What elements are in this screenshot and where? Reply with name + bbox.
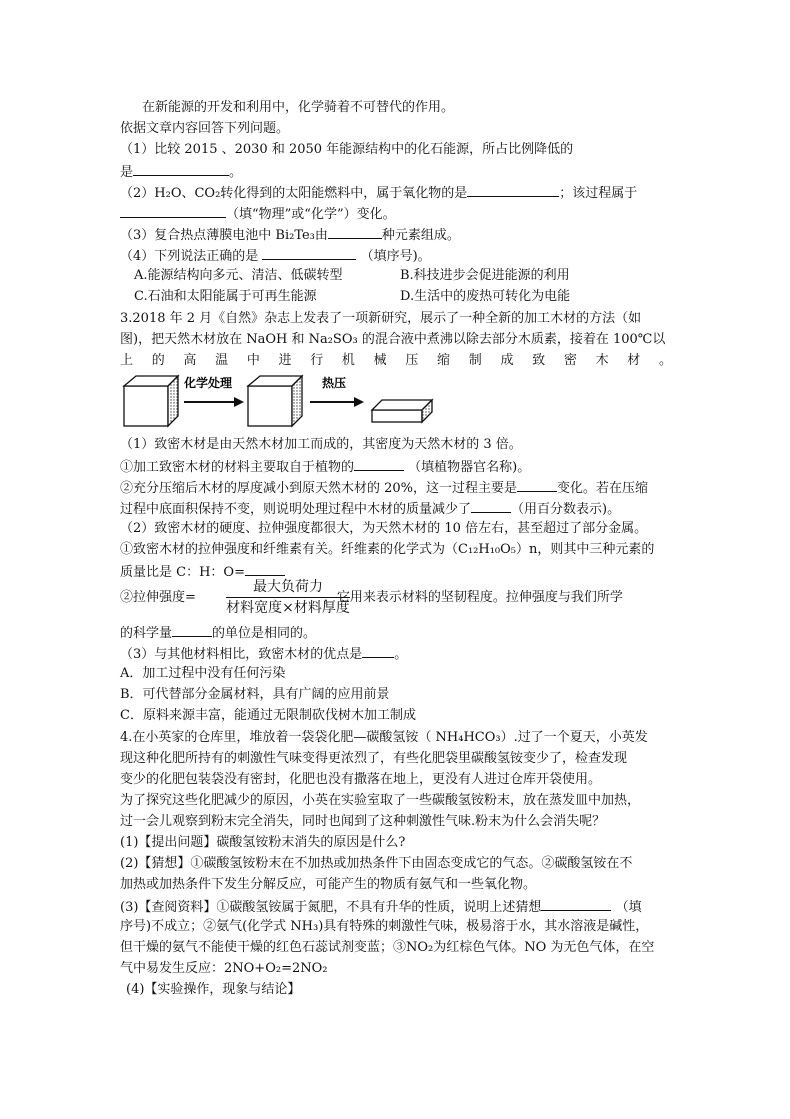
fraction-denominator: 材料宽度×材料厚度 — [226, 600, 350, 616]
q3-3-option-c: C．原料来源丰富，能通过无限制砍伐树木加工制成 — [120, 708, 416, 723]
hot-press-label: 热压 — [322, 376, 347, 390]
option-c: C.石油和太阳能属于可再生能源 — [134, 289, 317, 304]
intro-line: 在新能源的开发和利用中，化学骑着不可替代的作用。 — [142, 100, 455, 115]
dense-wood-slab — [372, 400, 432, 422]
q3-text: （3）复合热点薄膜电池中 Bi₂Te₃由 种元素组成。 — [120, 224, 672, 246]
answer-blank[interactable] — [541, 896, 611, 911]
answer-blank[interactable] — [120, 203, 226, 218]
option-b: B.科技进步会促进能源的利用 — [400, 268, 570, 283]
answer-blank[interactable] — [245, 561, 285, 576]
q3-3-option-a: A．加工过程中没有任何污染 — [120, 666, 286, 681]
q3-2-b-cont: 的科学量 的单位是相同的。 — [120, 622, 672, 644]
q3-2-text: （2）致密木材的硬度、拉伸强度都很大，为天然木材的 10 倍左右，甚至超过了部分金属。 — [120, 521, 648, 536]
q4-intro-5: 过一会儿观察到粉末完全消失，同时也闻到了这种刺激性气味.粉末为什么会消失呢？ — [120, 814, 606, 829]
answer-blank[interactable] — [133, 161, 229, 176]
wood-processing-diagram — [122, 372, 442, 428]
q4-text: （4）下列说法正确的是 （填序号)。 — [120, 245, 672, 267]
q3-2-a-cont: 质量比是 C：H：O= — [120, 561, 672, 583]
fraction-numerator: 最大负荷力 — [226, 578, 350, 598]
q4-intro-1: 4.在小英家的仓库里，堆放着一袋袋化肥—碳酸氢铵（ NH₄HCO₃）.过了一个夏天，小英发 — [120, 730, 648, 745]
q4-intro-3: 变少的化肥包装袋没有密封，化肥也没有撒落在地上，更没有人进过仓库开袋使用。 — [120, 772, 602, 787]
q3-3-option-b: B．可代替部分金属材料，具有广阔的应用前景 — [120, 687, 390, 702]
option-d: D.生活中的废热可转化为电能 — [400, 289, 571, 304]
q4-step-2-cont: 加热或加热条件下发生分解反应，可能产生的物质有氨气和一些氧化物。 — [120, 877, 537, 892]
q3-intro-2: 图)，把天然木材放在 NaOH 和 Na₂SO₃ 的混合液中煮沸以除去部分木质素，接着在 100℃以 — [120, 332, 666, 347]
q4-step-3-cont-1: 序号)不成立；②氨气(化学式 NH₃)具有特殊的刺激性气味，极易溶于水，其水溶液是碱性， — [120, 919, 649, 934]
option-a: A.能源结构向多元、清洁、低碳转型 — [134, 268, 343, 283]
q4-step-3: (3)【查阅资料】①碳酸氢铵属于氮肥，不具有升华的性质，说明上述猜想 （填 — [120, 896, 672, 918]
instruction-line: 依据文章内容回答下列问题。 — [120, 121, 290, 136]
q3-1-b-cont: 过程中底面积保持不变，则说明处理过程中木材的质量减少了 （用百分数表示)。 — [120, 498, 672, 520]
q3-1-b: ②充分压缩后木材的厚度减小到原天然木材的 20%，这一过程主要是 变化。若在压缩 — [120, 477, 672, 499]
answer-blank[interactable] — [467, 182, 559, 197]
answer-blank[interactable] — [362, 643, 394, 658]
q4-step-2: (2)【猜想】①碳酸氢铵粉末在不加热或加热条件下由固态变成它的气态。②碳酸氢铵在不 — [120, 856, 633, 871]
q4-step-3-cont-2: 但干燥的氨气不能使干燥的红色石蕊试剂变蓝；③NO₂为红棕色气体。NO 为无色气体，在空 — [120, 940, 655, 955]
q3-3-text: （3）与其他材料相比，致密木材的优点是 。 — [120, 643, 672, 665]
q2-text-cont: （填“物理”或“化学”）变化。 — [120, 203, 672, 225]
q3-intro-3: 上的高温中进行机械压缩制成致密木材。 — [120, 353, 672, 368]
arrow-chemical — [184, 397, 244, 407]
chemical-treatment-label: 化学处理 — [184, 376, 233, 390]
q3-intro-1: 3.2018 年 2 月《自然》杂志上发表了一项新研究，展示了一种全新的加工木材的方法（如 — [120, 311, 642, 326]
answer-blank[interactable] — [172, 622, 212, 637]
answer-blank[interactable] — [354, 456, 404, 471]
q4-step-3-cont-3: 气中易发生反应：2NO+O₂=2NO₂ — [120, 961, 328, 976]
natural-wood-cube — [124, 376, 178, 426]
q3-2-a: ①致密木材的拉伸强度和纤维素有关。纤维素的化学式为（C₁₂H₁₀O₅）n，则其中三种元素的 — [120, 542, 655, 557]
q3-2-b: ②拉伸强度= ，它用来表示材料的坚韧程度。拉伸强度与我们所学 — [120, 590, 623, 605]
q3-1-text: （1）致密木材是由天然木材加工而成的，其密度为天然木材的 3 倍。 — [120, 437, 522, 452]
q1-answer-line: 是 。 — [120, 161, 672, 183]
q4-intro-2: 现这种化肥所持有的刺激性气味变得更浓烈了，有些化肥袋里碳酸氢铵变少了，检查发现 — [120, 751, 628, 766]
q3-1-a: ①加工致密木材的材料主要取自于植物的 （填植物器官名称)。 — [120, 456, 672, 478]
arrow-hot-press — [310, 397, 364, 407]
answer-blank[interactable] — [471, 498, 511, 513]
q1-text: （1）比较 2015 、2030 和 2050 年能源结构中的化石能源，所占比例降低的 — [120, 142, 574, 157]
q4-step-1: (1)【提出问题】碳酸氢铵粉末消失的原因是什么? — [120, 835, 406, 850]
q2-text: （2）H₂O、CO₂转化得到的太阳能燃料中，属于氧化物的是 ；该过程属于 — [120, 182, 672, 204]
treated-wood-cube — [248, 376, 302, 426]
tensile-strength-fraction — [226, 578, 350, 617]
answer-blank[interactable] — [328, 224, 382, 239]
q4-step-4: (4)【实验操作，现象与结论】 — [126, 982, 301, 997]
answer-blank[interactable] — [517, 477, 557, 492]
q4-intro-4: 为了探究这些化肥减少的原因，小英在实验室取了一些碳酸氢铵粉末，放在蒸发皿中加热， — [120, 793, 641, 808]
answer-blank[interactable] — [262, 245, 356, 260]
